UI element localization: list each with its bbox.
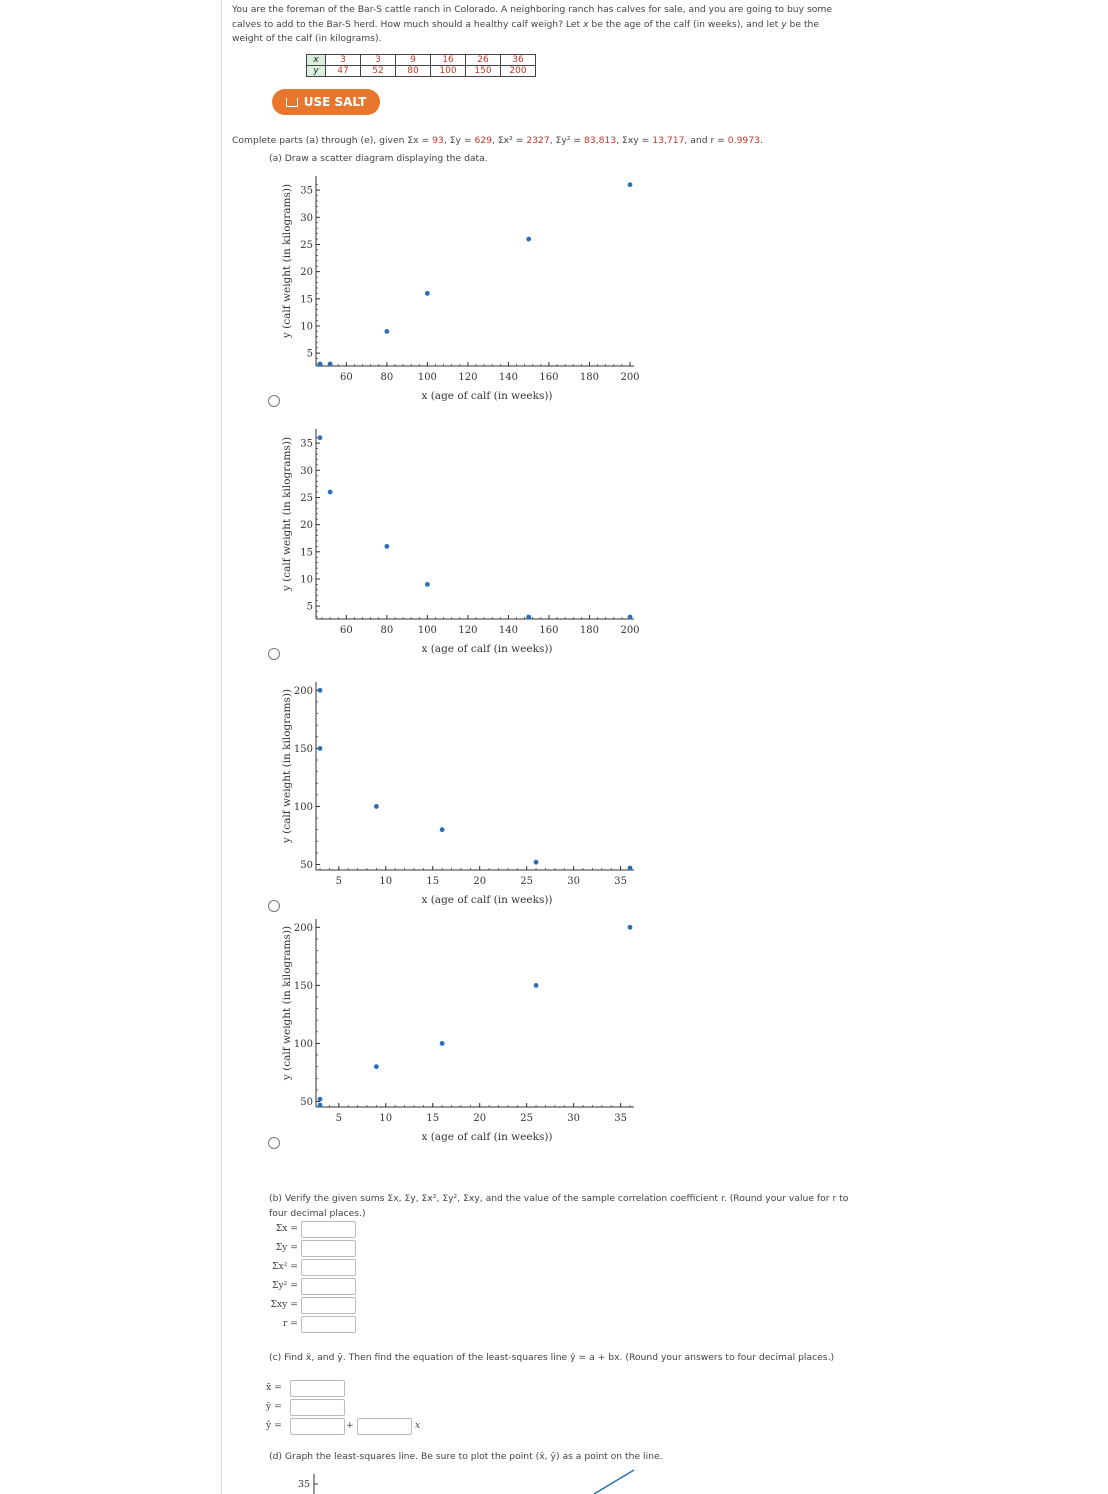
y-cell: 100 — [431, 66, 466, 77]
scatter-plot-option-3 — [270, 676, 650, 916]
x-tick-label: 10 — [379, 876, 393, 887]
given-sums: Complete parts (a) through (e), given Σx = 93, Σy = 629, Σx² = 2327, Σy² = 83,813, Σxy = 13,717, and r = 0.9973. — [232, 135, 763, 146]
y-axis-title: y (calf weight (in kilograms)) — [281, 688, 293, 844]
ybar-label: ȳ = — [266, 1401, 282, 1412]
data-point — [318, 1103, 323, 1108]
data-point — [425, 582, 430, 587]
y-cell: 80 — [396, 66, 431, 77]
data-point — [384, 544, 389, 549]
data-point — [384, 329, 389, 334]
x-cell: 9 — [396, 55, 431, 66]
x-axis-title: x (age of calf (in weeks)) — [421, 894, 553, 906]
x-tick-label: 25 — [520, 1113, 534, 1124]
y-tick-label: 100 — [293, 1038, 313, 1050]
y-tick-label: 200 — [293, 685, 313, 697]
x-tick-label: 180 — [579, 625, 600, 636]
data-point — [318, 1097, 323, 1102]
x-tick-label: 200 — [620, 625, 640, 636]
y-tick-label: 20 — [300, 520, 313, 532]
xbar-label: x̄ = — [266, 1382, 282, 1393]
sum-label: r = — [282, 1318, 298, 1329]
x-cell: 3 — [326, 55, 361, 66]
data-point — [425, 291, 430, 296]
data-point — [318, 688, 323, 693]
y-cell: 52 — [361, 66, 396, 77]
x-tick-label: 100 — [417, 625, 437, 636]
x-tick-label: 120 — [458, 372, 478, 383]
data-point — [534, 860, 539, 865]
data-point — [318, 435, 323, 440]
x-tick-label: 100 — [417, 372, 437, 383]
data-point — [628, 615, 633, 620]
x-cell: 26 — [466, 55, 501, 66]
data-point — [440, 1041, 445, 1046]
y-tick-label: 25 — [300, 239, 313, 251]
problem-intro: You are the foreman of the Bar-S cattle ranch in Colorado. A neighboring ranch has calves for sale, and you are going to buy some calves to add to the Bar-S herd. How much should a healthy calf weigh? Let x be the age of the calf (in weeks), and let y be the weight of the calf (in kilograms). — [232, 4, 832, 44]
y-tick-label: 150 — [293, 743, 313, 755]
part-d-text: (d) Graph the least-squares line. Be sure to plot the point (x̄, ȳ) as a point on the line. — [269, 1451, 663, 1462]
x-tick-label: 25 — [520, 876, 534, 887]
x-tick-label: 140 — [498, 625, 518, 636]
y-tick-label: 30 — [300, 212, 313, 224]
data-point — [534, 983, 539, 988]
data-point — [628, 182, 633, 187]
x-axis-title: x (age of calf (in weeks)) — [421, 643, 553, 655]
x-suffix: x — [415, 1420, 421, 1431]
x-tick-label: 20 — [473, 876, 487, 887]
y-tick-label: 10 — [300, 321, 313, 333]
x-cell: 16 — [431, 55, 466, 66]
x-tick-label: 120 — [458, 625, 478, 636]
use-salt-button[interactable] — [272, 89, 380, 115]
x-tick-label: 35 — [614, 1113, 627, 1124]
x-axis-title: x (age of calf (in weeks)) — [421, 390, 553, 402]
data-table — [306, 54, 536, 77]
x-tick-label: 60 — [339, 625, 353, 636]
x-tick-label: 35 — [614, 876, 627, 887]
x-axis-title: x (age of calf (in weeks)) — [421, 1131, 553, 1143]
x-tick-label: 20 — [473, 1113, 487, 1124]
data-point — [374, 804, 379, 809]
y-tick-label: 5 — [306, 348, 313, 360]
part-d-graph[interactable] — [270, 1466, 650, 1494]
y-tick-label: 35 — [300, 438, 313, 450]
x-tick-label: 30 — [567, 1113, 581, 1124]
part-d-ytick-label: 35 — [297, 1479, 310, 1490]
y-tick-label: 100 — [293, 801, 313, 813]
data-point — [328, 362, 333, 367]
y-tick-label: 5 — [306, 601, 313, 613]
part-a-label: (a) Draw a scatter diagram displaying the data. — [269, 153, 488, 164]
scatter-plot-option-4 — [270, 913, 650, 1153]
x-tick-label: 160 — [539, 625, 559, 636]
x-tick-label: 5 — [335, 876, 342, 887]
sum-label: Σxy = — [270, 1299, 298, 1310]
x-header: x — [307, 55, 326, 66]
y-cell: 47 — [326, 66, 361, 77]
option-2-radio[interactable] — [268, 648, 280, 660]
x-tick-label: 30 — [567, 876, 581, 887]
scatter-plot-option-1 — [270, 170, 650, 410]
sum-label: Σy² = — [272, 1280, 298, 1291]
x-tick-label: 180 — [579, 372, 600, 383]
x-tick-label: 5 — [335, 1113, 342, 1124]
y-tick-label: 15 — [300, 547, 313, 559]
y-cell: 200 — [501, 66, 536, 77]
sum-input[interactable] — [301, 1316, 356, 1333]
scatter-plot-option-2 — [270, 423, 650, 663]
x-tick-label: 140 — [498, 372, 518, 383]
y-axis-title: y (calf weight (in kilograms)) — [281, 925, 293, 1081]
x-tick-label: 10 — [379, 1113, 393, 1124]
data-point — [526, 237, 531, 242]
x-tick-label: 200 — [620, 372, 640, 383]
data-point — [526, 615, 531, 620]
data-point — [440, 827, 445, 832]
sum-input[interactable] — [301, 1221, 356, 1238]
part-c-text: (c) Find x̄, and ȳ. Then find the equation of the least-squares line ŷ = a + bx. (Round your answers to four decimal places.) — [269, 1352, 835, 1363]
sum-input[interactable] — [301, 1278, 356, 1295]
sum-label: Σx² = — [272, 1261, 298, 1272]
data-point — [628, 925, 633, 930]
x-tick-label: 15 — [426, 1113, 440, 1124]
ybar-input[interactable] — [290, 1399, 345, 1416]
x-tick-label: 60 — [339, 372, 353, 383]
y-axis-title: y (calf weight (in kilograms)) — [281, 436, 293, 592]
x-cell: 36 — [501, 55, 536, 66]
y-tick-label: 20 — [300, 267, 313, 279]
y-axis-title: y (calf weight (in kilograms)) — [281, 183, 293, 339]
left-divider — [221, 0, 222, 1494]
slope-input[interactable] — [357, 1418, 412, 1435]
y-tick-label: 200 — [293, 922, 313, 934]
xbar-input[interactable] — [290, 1380, 345, 1397]
y-tick-label: 35 — [300, 185, 313, 197]
y-tick-label: 50 — [300, 860, 313, 872]
yhat-label: ŷ = — [266, 1420, 282, 1431]
y-tick-label: 150 — [293, 980, 313, 992]
data-point — [628, 866, 633, 871]
salt-icon — [286, 98, 298, 107]
y-tick-label: 25 — [300, 492, 313, 504]
option-4-radio[interactable] — [268, 1137, 280, 1149]
intercept-input[interactable] — [290, 1418, 345, 1435]
x-tick-label: 80 — [380, 625, 394, 636]
x-tick-label: 80 — [380, 372, 394, 383]
y-tick-label: 15 — [300, 294, 313, 306]
plus-sign: + — [346, 1420, 354, 1431]
part-b-text: (b) Verify the given sums Σx, Σy, Σx², Σy², Σxy, and the value of the sample correlation coefficient r. (Round your value for r to four decimal places.) — [269, 1193, 849, 1219]
y-header: y — [307, 66, 326, 77]
least-squares-line — [594, 1470, 634, 1494]
x-tick-label: 15 — [426, 876, 440, 887]
y-cell: 150 — [466, 66, 501, 77]
sum-label: Σy = — [275, 1242, 298, 1253]
use-salt-label: USE SALT — [303, 95, 367, 109]
x-cell: 3 — [361, 55, 396, 66]
y-tick-label: 50 — [300, 1097, 313, 1109]
y-tick-label: 30 — [300, 465, 313, 477]
sum-input[interactable] — [301, 1240, 356, 1257]
x-tick-label: 160 — [539, 372, 559, 383]
data-point — [374, 1064, 379, 1069]
option-1-radio[interactable] — [268, 395, 280, 407]
data-point — [328, 490, 333, 495]
sum-input[interactable] — [301, 1259, 356, 1276]
sum-label: Σx = — [275, 1223, 298, 1234]
data-point — [318, 746, 323, 751]
sum-input[interactable] — [301, 1297, 356, 1314]
y-tick-label: 10 — [300, 574, 313, 586]
option-3-radio[interactable] — [268, 900, 280, 912]
data-point — [318, 362, 323, 367]
